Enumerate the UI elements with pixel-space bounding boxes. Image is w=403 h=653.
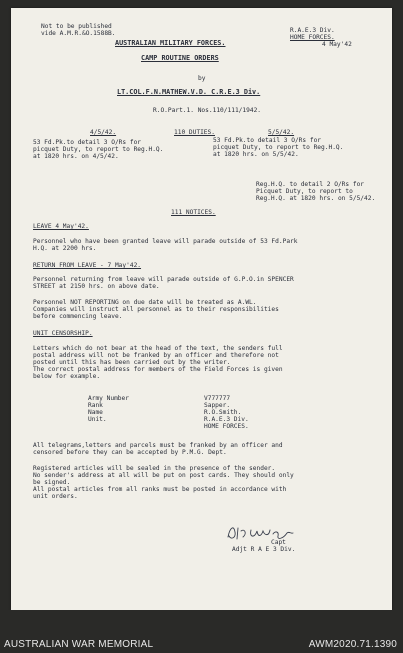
duty-right-line: Picquet Duty, to report to bbox=[256, 188, 353, 195]
address-value: Sapper. bbox=[204, 402, 231, 409]
address-label: Unit. bbox=[88, 416, 107, 423]
leave-heading: LEAVE 4 May'42. bbox=[33, 223, 89, 230]
censorship-line: posted until this has been carried out by the writer. bbox=[33, 359, 231, 366]
address-value: V777777 bbox=[204, 395, 231, 402]
duty-right-line: Reg.H.Q. to detail 2 O/Rs for bbox=[256, 181, 365, 188]
duties-heading: 110 DUTIES. bbox=[174, 129, 215, 136]
telegrams-line: All telegrams,letters and parcels must be franked by an officer and bbox=[33, 442, 283, 449]
censorship-line: below for example. bbox=[33, 373, 101, 380]
address-label: Rank bbox=[88, 402, 103, 409]
address-value: HOME FORCES. bbox=[204, 423, 249, 430]
header-date: 4 May'42 bbox=[322, 41, 352, 48]
officer-name: LT.COL.F.N.MATHEW.V.D. C.R.E.3 Div. bbox=[117, 88, 261, 96]
registered-line: No sender's address at all will be put on post cards. They should only bbox=[33, 472, 294, 479]
not-reporting-line: before commencing leave. bbox=[33, 313, 123, 320]
address-label: Name bbox=[88, 409, 103, 416]
forces-heading: AUSTRALIAN MILITARY FORCES. bbox=[115, 39, 226, 47]
by-label: by bbox=[198, 75, 206, 82]
not-reporting-line: Companies will instruct all personnel as to their responsibilities bbox=[33, 306, 279, 313]
document-title: CAMP ROUTINE ORDERS bbox=[141, 54, 219, 62]
censorship-heading: UNIT CENSORSHIP. bbox=[33, 330, 93, 337]
signature-rank: Capt bbox=[271, 539, 286, 546]
address-label: Army Number bbox=[88, 395, 129, 402]
duty-right-line: Reg.H.Q. at 1820 hrs. on 5/5/42. bbox=[256, 195, 376, 202]
duty-left-line: at 1820 hrs. on 4/5/42. bbox=[33, 153, 119, 160]
duty-left-line: picquet Duty, to report to Reg.H.Q. bbox=[33, 146, 164, 153]
censorship-line: The correct postal address for members of the Field Forces is given bbox=[33, 366, 283, 373]
registered-line: unit orders. bbox=[33, 493, 78, 500]
notices-heading: 111 NOTICES. bbox=[171, 209, 216, 216]
return-leave-line: STREET at 2150 hrs. on above date. bbox=[33, 283, 160, 290]
duty-right-line: at 1820 hrs. on 5/5/42. bbox=[213, 151, 299, 158]
address-value: R.A.E.3 Div. bbox=[204, 416, 249, 423]
censorship-line: postal address will not be franked by an officer and therefore not bbox=[33, 352, 279, 359]
archive-reference: AWM2020.71.1390 bbox=[308, 639, 397, 650]
duty-right-line: picquet Duty, to report to Reg.H.Q. bbox=[213, 144, 344, 151]
order-part-numbers: R.O.Part.1. Nos.110/111/1942. bbox=[153, 107, 262, 114]
not-published-note: Not to be published bbox=[41, 23, 112, 30]
return-leave-heading: RETURN FROM LEAVE - 7 May'42. bbox=[33, 262, 142, 269]
leave-line: H.Q. at 2200 hrs. bbox=[33, 245, 97, 252]
duty-date-right: 5/5/42. bbox=[268, 129, 295, 136]
duty-left-line: 53 Fd.Pk.to detail 3 O/Rs for bbox=[33, 139, 142, 146]
leave-line: Personnel who have been granted leave will parade outside of 53 Fd.Park bbox=[33, 238, 298, 245]
unit-designation: R.A.E.3 Div. bbox=[290, 27, 335, 34]
registered-line: be signed. bbox=[33, 479, 71, 486]
duty-right-line: 53 Fd.Pk.to detail 3 O/Rs for bbox=[213, 137, 322, 144]
signature-title: Adjt R A E 3 Div. bbox=[232, 546, 296, 553]
address-value: R.O.Smith. bbox=[204, 409, 242, 416]
not-reporting-line: Personnel NOT REPORTING on due date will be treated as A.WL. bbox=[33, 299, 257, 306]
archive-name: AUSTRALIAN WAR MEMORIAL bbox=[4, 639, 154, 650]
document-page bbox=[11, 8, 392, 610]
telegrams-line: censored before they can be accepted by P.M.G. Dept. bbox=[33, 449, 227, 456]
registered-line: All postal articles from all ranks must be posted in accordance with bbox=[33, 486, 287, 493]
duty-date-left: 4/5/42. bbox=[90, 129, 117, 136]
vide-reference: vide A.M.R.&O.1588B. bbox=[41, 30, 116, 37]
return-leave-line: Personnel returning from leave will parade outside of G.P.O.in SPENCER bbox=[33, 276, 294, 283]
archive-footer bbox=[0, 610, 403, 653]
registered-line: Registered articles will be sealed in the presence of the sender. bbox=[33, 465, 276, 472]
home-forces-label: HOME FORCES. bbox=[290, 34, 335, 41]
censorship-line: Letters which do not bear at the head of the text, the senders full bbox=[33, 345, 283, 352]
